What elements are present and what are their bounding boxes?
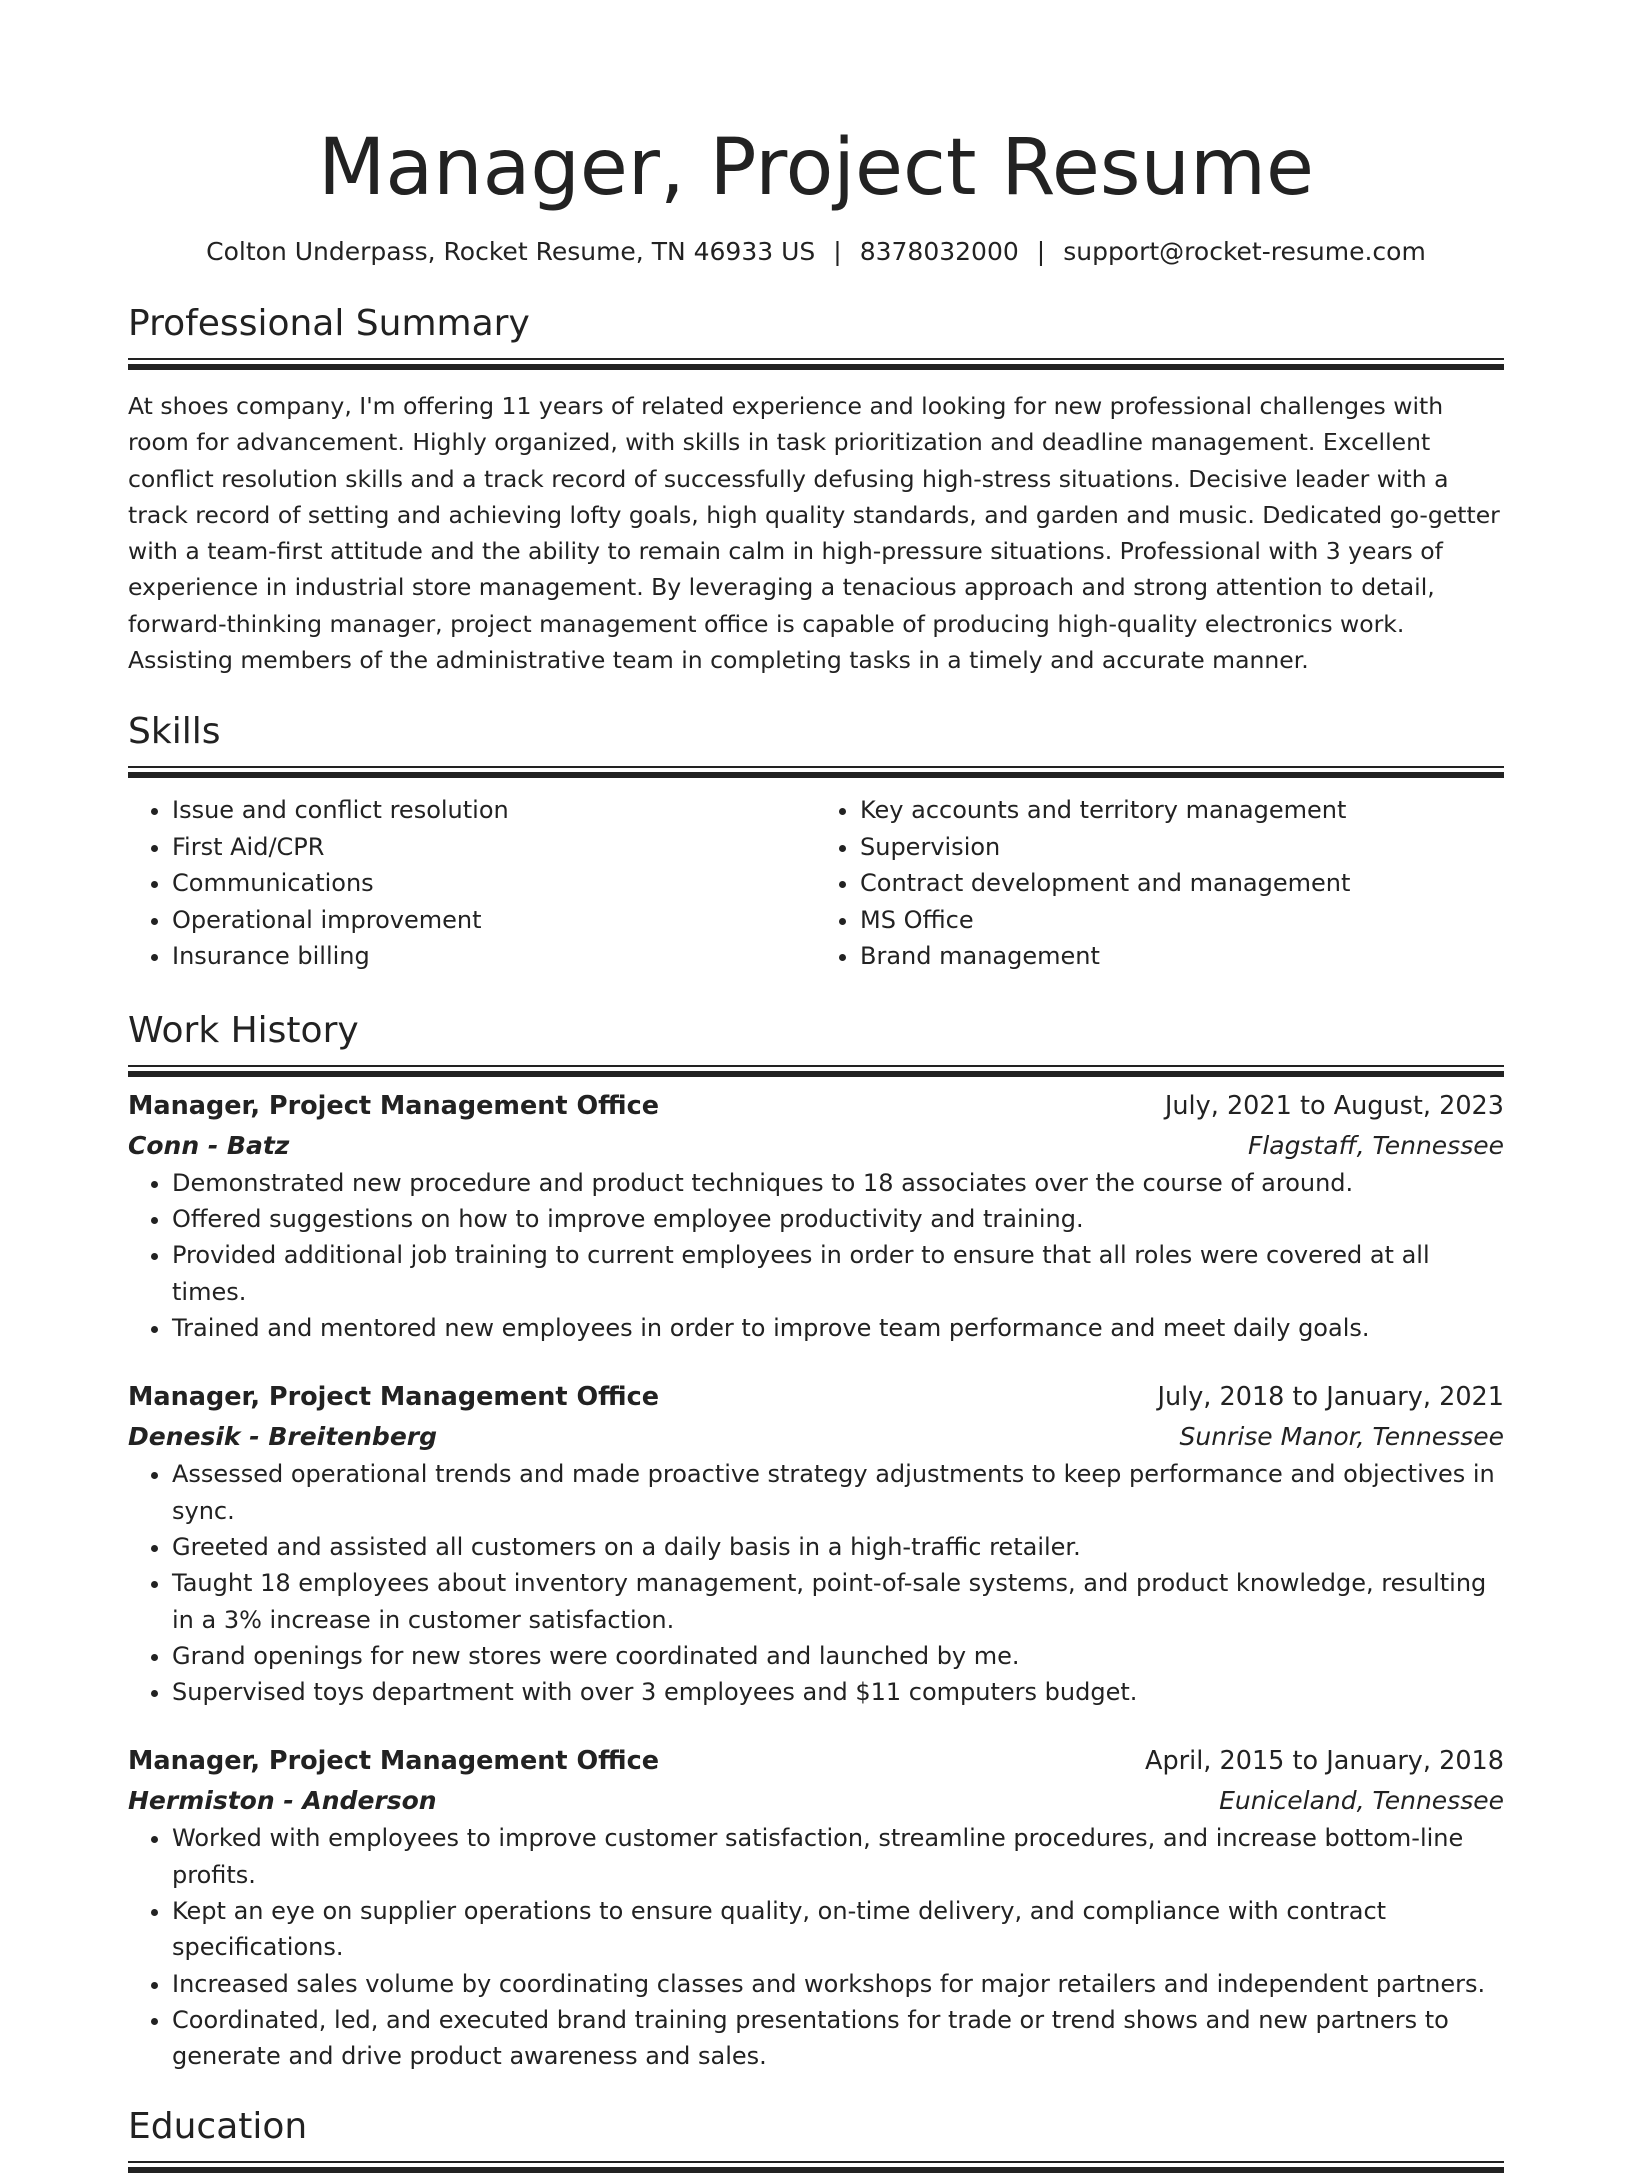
skill-item: • Supervision	[860, 829, 1504, 866]
job-bullet: • Kept an eye on supplier operations to ensure quality, on-time delivery, and compliance with contract specifications.	[172, 1893, 1504, 1966]
contact-separator: |	[1036, 237, 1046, 266]
section-divider	[128, 766, 1504, 768]
education-section	[128, 2105, 1504, 2163]
skills-list	[128, 792, 1504, 975]
summary-title: Professional Summary	[128, 303, 530, 344]
job-subheader	[128, 1127, 1504, 1165]
skill-item: • First Aid/CPR	[172, 829, 816, 866]
job-location: Euniceland, Tennessee	[1219, 1786, 1504, 1816]
resume-page	[128, 120, 1504, 2163]
job-title: Manager, Project Management Office	[128, 1382, 659, 1413]
summary-section	[128, 302, 1504, 678]
job-bullet: • Demonstrated new procedure and product techniques to 18 associates over the course of around.	[172, 1165, 1504, 1201]
job-dates: July, 2018 to January, 2021	[1157, 1382, 1504, 1413]
job-title: Manager, Project Management Office	[128, 1746, 659, 1777]
job-header	[128, 1742, 1504, 1780]
job-bullets	[128, 1456, 1504, 1710]
job-entry	[128, 1087, 1504, 1346]
job-header	[128, 1378, 1504, 1416]
work-history-title: Work History	[128, 1009, 359, 1051]
job-company: Conn - Batz	[128, 1130, 290, 1160]
job-dates: April, 2015 to January, 2018	[1145, 1746, 1504, 1777]
work-history-section	[128, 1009, 1504, 2075]
contact-email: support@rocket-resume.com	[1063, 237, 1426, 266]
job-bullet: • Taught 18 employees about inventory management, point-of-sale systems, and product knowledge, resulting in a 3% increase in customer satisfaction.	[172, 1565, 1504, 1638]
skill-item: • Insurance billing	[172, 938, 816, 975]
job-bullet: • Greeted and assisted all customers on a daily basis in a high-traffic retailer.	[172, 1529, 1504, 1565]
section-divider	[128, 358, 1504, 360]
section-divider	[128, 1065, 1504, 1067]
job-location: Flagstaff, Tennessee	[1247, 1130, 1504, 1160]
job-bullets	[128, 1165, 1504, 1346]
job-location: Sunrise Manor, Tennessee	[1179, 1422, 1504, 1452]
skill-item: • Operational improvement	[172, 902, 816, 939]
job-title: Manager, Project Management Office	[128, 1090, 659, 1121]
education-title: Education	[128, 2105, 308, 2147]
skill-item: • Key accounts and territory management	[860, 792, 1504, 829]
job-subheader	[128, 1782, 1504, 1820]
job-bullet: • Provided additional job training to current employees in order to ensure that all roles were covered at all times.	[172, 1237, 1504, 1310]
job-bullet: • Assessed operational trends and made proactive strategy adjustments to keep performance and objectives in sync.	[172, 1456, 1504, 1529]
contact-address: Colton Underpass, Rocket Resume, TN 46933 US	[206, 237, 816, 266]
contact-phone: 8378032000	[859, 237, 1019, 266]
contact-line	[128, 234, 1504, 270]
skills-column-left	[128, 792, 816, 975]
job-bullet: • Supervised toys department with over 3 employees and $11 computers budget.	[172, 1674, 1504, 1710]
job-company: Denesik - Breitenberg	[128, 1422, 438, 1452]
job-entry	[128, 1742, 1504, 2074]
resume-name: Manager, Project Resume	[318, 123, 1314, 213]
skills-section	[128, 710, 1504, 975]
job-bullet: • Offered suggestions on how to improve employee productivity and training.	[172, 1201, 1504, 1237]
skill-item: • MS Office	[860, 902, 1504, 939]
job-bullet: • Trained and mentored new employees in order to improve team performance and meet daily goals.	[172, 1310, 1504, 1346]
skills-column-right	[816, 792, 1504, 975]
job-dates: July, 2021 to August, 2023	[1164, 1090, 1504, 1121]
job-bullet: • Worked with employees to improve customer satisfaction, streamline procedures, and increase bottom-line profits.	[172, 1820, 1504, 1893]
section-divider	[128, 2161, 1504, 2163]
skill-item: • Contract development and management	[860, 865, 1504, 902]
summary-text: At shoes company, I'm offering 11 years of related experience and looking for new professional challenges with room for advancement. Highly organized, with skills in task prioritization and deadline management. Excellent conflict resolution skills and a track record of successfully defusing high-stress situations. Decisive leader with a track record of setting and achieving lofty goals, high quality standards, and garden and music. Dedicated go-getter with a team-first attitude and the ability to remain calm in high-pressure situations. Professional with 3 years of experience in industrial store management. By leveraging a tenacious approach and strong attention to detail, forward-thinking manager, project management office is capable of producing high-quality electronics work. Assisting members of the administrative team in completing tasks in a timely and accurate manner.	[128, 392, 1500, 675]
job-bullet: • Increased sales volume by coordinating classes and workshops for major retailers and independent partners.	[172, 1966, 1504, 2002]
contact-separator: |	[833, 237, 842, 266]
job-bullet: • Coordinated, led, and executed brand training presentations for trade or trend shows and new partners to generate and drive product awareness and sales.	[172, 2002, 1504, 2075]
job-bullet: • Grand openings for new stores were coordinated and launched by me.	[172, 1638, 1504, 1674]
skills-title: Skills	[128, 711, 221, 753]
skill-item: • Issue and conflict resolution	[172, 792, 816, 829]
job-subheader	[128, 1418, 1504, 1456]
skill-item: • Brand management	[860, 938, 1504, 975]
job-company: Hermiston - Anderson	[128, 1786, 437, 1816]
job-entry	[128, 1378, 1504, 1710]
job-bullets	[128, 1820, 1504, 2074]
job-header	[128, 1087, 1504, 1125]
skill-item: • Communications	[172, 865, 816, 902]
